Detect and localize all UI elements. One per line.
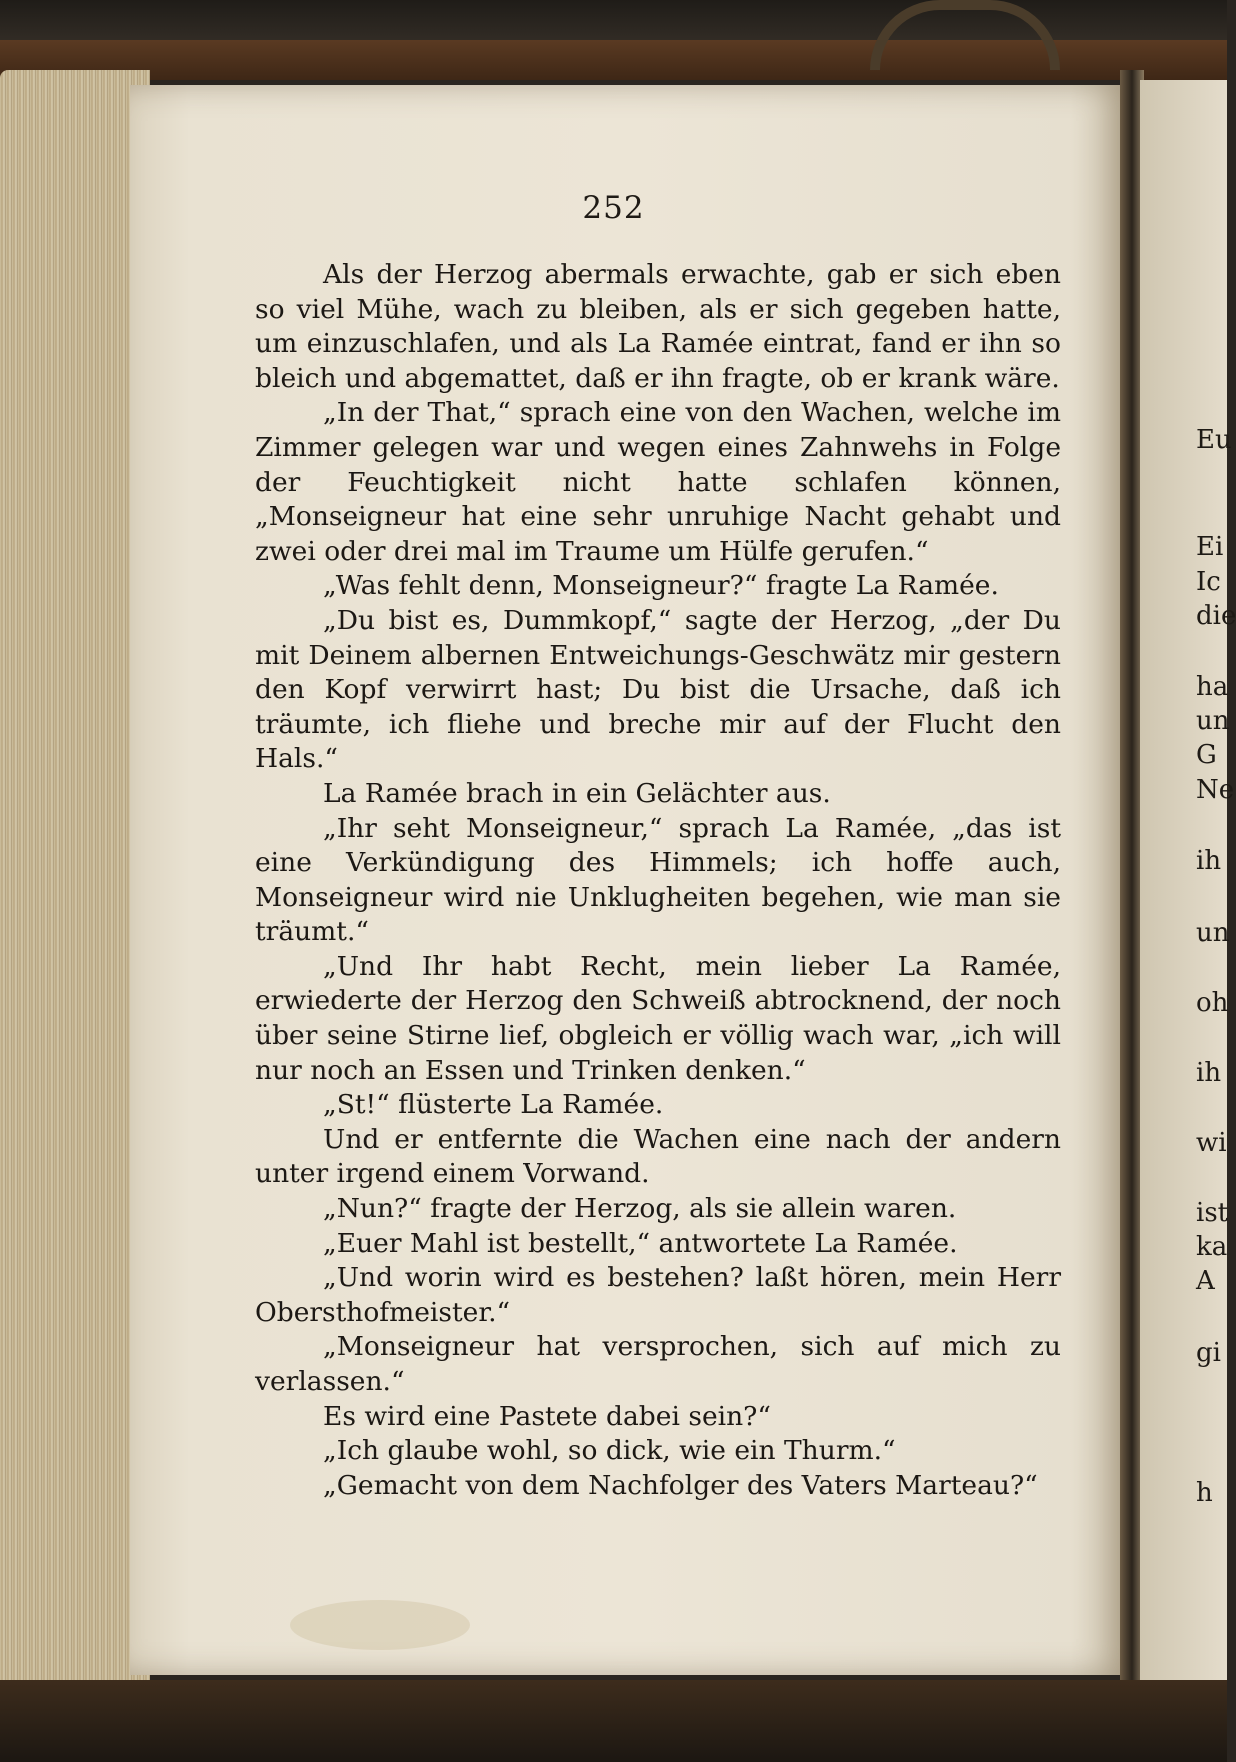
paragraph: „Was fehlt denn, Monseigneur?“ fragte La Ramée. <box>323 570 999 602</box>
book-bottom-edge <box>0 1680 1227 1762</box>
facing-fragment: Ic <box>1196 567 1221 597</box>
facing-fragment: ist <box>1196 1198 1229 1228</box>
paragraph: „In der That,“ sprach eine von den Wachen, welche im Zimmer gelegen war und wegen eines Zahnwehs in Folge der Feuchtigkeit nicht hatte schlafen können, „Monseigneur hat eine sehr unruhige Nacht gehabt und zwei oder drei mal im Traume um Hülfe gerufen.“ <box>255 397 1061 567</box>
facing-fragment: ih <box>1196 1058 1222 1088</box>
facing-fragment: oh <box>1196 988 1229 1018</box>
facing-fragment: h <box>1196 1478 1213 1508</box>
paragraph: Es wird eine Pastete dabei sein?“ <box>323 1400 771 1432</box>
paragraph: „Und Ihr habt Recht, mein lieber La Ramée, erwiederte der Herzog den Schweiß abtrocknend, der noch über seine Stirne lief, obgleich er völlig wach war, „ich will nur noch an Essen und Trinken denken.“ <box>255 950 1061 1086</box>
facing-fragment: A <box>1196 1266 1215 1296</box>
page-edges <box>0 70 150 1690</box>
paragraph: „Monseigneur hat versprochen, sich auf mich zu verlassen.“ <box>255 1331 1061 1397</box>
paragraph: „Euer Mahl ist bestellt,“ antwortete La Ramée. <box>323 1227 958 1259</box>
facing-fragment: gi <box>1196 1338 1221 1368</box>
facing-page-text <box>1190 0 1236 1762</box>
body-text <box>255 258 1061 1503</box>
facing-fragment: Ne <box>1196 775 1235 805</box>
paragraph: La Ramée brach in ein Gelächter aus. <box>323 777 831 809</box>
paragraph: „St!“ flüsterte La Ramée. <box>323 1089 664 1121</box>
facing-fragment: ka <box>1196 1232 1228 1262</box>
page-number: 252 <box>582 190 645 226</box>
facing-fragment: un <box>1196 918 1230 948</box>
facing-fragment: ha <box>1196 672 1229 702</box>
paragraph: „Du bist es, Dummkopf,“ sagte der Herzog, „der Du mit Deinem albernen Entweichungs-Geschwätz mir gestern den Kopf verwirrt hast; Du bist die Ursache, daß ich träumte, ich fliehe und breche mir auf der Flucht den Hals.“ <box>255 604 1061 775</box>
facing-fragment: die <box>1196 601 1236 631</box>
paragraph: Als der Herzog abermals erwachte, gab er sich eben so viel Mühe, wach zu bleiben, als er sich gegeben hatte, um einzuschlafen, und als La Ramée eintrat, fand er ihn so bleich und abgemattet, daß er ihn fragte, ob er krank wäre. <box>255 259 1061 394</box>
paragraph: „Ich glaube wohl, so dick, wie ein Thurm.“ <box>323 1435 896 1467</box>
facing-fragment: Eu <box>1196 425 1232 455</box>
paragraph: „Nun?“ fragte der Herzog, als sie allein waren. <box>323 1193 957 1225</box>
facing-fragment: ih <box>1196 846 1222 876</box>
facing-fragment: Ei <box>1196 532 1224 562</box>
paragraph: „Gemacht von dem Nachfolger des Vaters Marteau?“ <box>323 1469 1038 1501</box>
paragraph: „Und worin wird es bestehen? laßt hören, mein Herr Obersthofmeister.“ <box>255 1262 1061 1328</box>
facing-fragment: un <box>1196 706 1230 736</box>
paragraph: Und er entfernte die Wachen eine nach der andern unter irgend einem Vorwand. <box>255 1123 1061 1190</box>
paper-stain <box>290 1600 470 1650</box>
facing-fragment: G <box>1196 740 1217 770</box>
facing-fragment: wi <box>1196 1128 1227 1158</box>
paragraph: „Ihr seht Monseigneur,“ sprach La Ramée, „das ist eine Verkündigung des Himmels; ich hoffe auch, Monseigneur wird nie Unklugheiten begehen, wie man sie träumt.“ <box>255 812 1061 948</box>
